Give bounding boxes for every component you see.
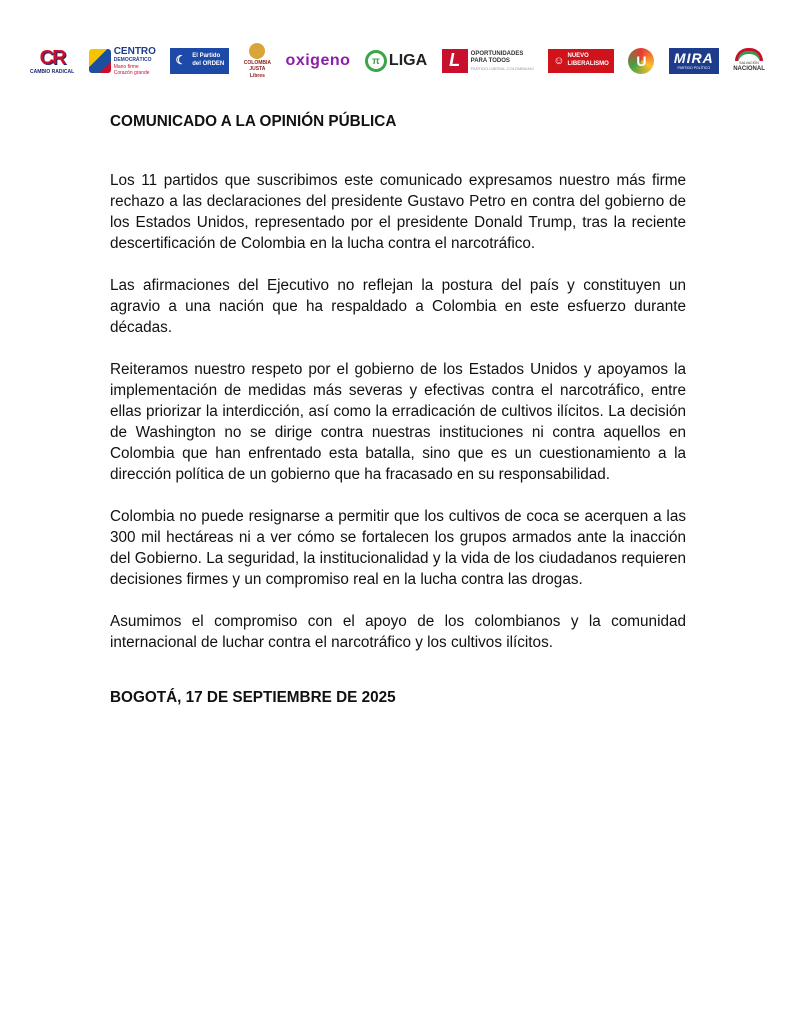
logo-text: oxigeno	[285, 51, 351, 69]
paragraph: Asumimos el compromiso con el apoyo de los colombianos y la comunidad internacional de luchar contra el narcotráfico y los cultivos ilícitos.	[110, 613, 686, 651]
oportunidades-para-todos-logo	[442, 49, 534, 73]
logo-text: MIRA	[673, 50, 714, 67]
conservador-mark-icon: ☾	[175, 53, 187, 68]
logo-text: SALVACIÓN	[739, 61, 759, 66]
logo-mark: CR	[39, 46, 65, 69]
logo-text: CENTRO	[113, 45, 156, 57]
logo-text: COLOMBIA	[243, 59, 272, 66]
logo-text: PARTIDO POLÍTICO	[677, 66, 711, 71]
logo-text: CAMBIO RADICAL	[30, 68, 75, 75]
logo-text: JUSTA	[249, 66, 266, 73]
party-logos-header	[30, 38, 765, 84]
logo-text: U	[636, 52, 647, 69]
document-date: BOGOTÁ, 17 DE SEPTIEMBRE DE 2025	[110, 689, 396, 706]
document-body	[110, 170, 686, 653]
mira-logo	[669, 48, 719, 74]
oxigeno-logo	[286, 51, 351, 72]
liga-logo	[365, 50, 427, 72]
nuevo-liberalismo-logo	[548, 49, 614, 73]
document-title: COMUNICADO A LA OPINIÓN PÚBLICA	[110, 113, 397, 130]
rainbow-arc-icon	[735, 48, 763, 61]
liberal-l-icon: L	[442, 49, 468, 73]
lion-icon	[249, 43, 265, 59]
logo-text: Libres	[249, 72, 265, 79]
galan-portrait-icon: ☺	[553, 54, 565, 67]
colombia-justa-libres-logo	[244, 43, 271, 80]
logo-text: del ORDEN	[192, 61, 225, 67]
logo-text: DEMOCRÁTICO	[113, 57, 152, 63]
logo-text: LIGA	[388, 51, 428, 69]
partido-de-la-u-logo	[628, 48, 654, 74]
centro-democratico-logo	[89, 46, 156, 77]
logo-text: NACIONAL	[733, 65, 765, 72]
partido-conservador-logo	[170, 48, 229, 74]
logo-text: Mano firme	[113, 63, 139, 70]
paragraph: Reiteramos nuestro respeto por el gobierno de los Estados Unidos y apoyamos la implementación de medidas más severas y efectivas contra el narcotráfico, entre ellas priorizar la interdicción, así como la erradicación de cultivos ilícitos. La decisión de Washington no se dirige contra nuestras instituciones ni contra aquellos en Colombia que han enfrentado esta batalla, sino que es un cuestionamiento a la dirección política de un gobierno que ha fracasado en su responsabilidad.	[110, 361, 686, 483]
logo-text: PARA TODOS	[470, 58, 510, 65]
logo-text: PARTIDO LIBERAL COLOMBIANO	[470, 66, 534, 72]
centro-democratico-figure-icon	[89, 49, 111, 73]
logo-text: Corazón grande	[113, 70, 150, 76]
cambio-radical-logo	[30, 47, 74, 76]
logo-text: OPORTUNIDADES	[470, 50, 524, 57]
liga-pi-icon: π	[365, 50, 387, 72]
logo-text: NUEVO	[567, 53, 589, 60]
paragraph: Las afirmaciones del Ejecutivo no reflejan la postura del país y constituyen un agravio a una nación que ha respaldado a Colombia en este esfuerzo durante décadas.	[110, 277, 686, 336]
logo-text: LIBERALISMO	[567, 61, 609, 67]
document	[110, 111, 686, 708]
paragraph: Los 11 partidos que suscribimos este comunicado expresamos nuestro más firme rechazo a las declaraciones del presidente Gustavo Petro en contra del gobierno de los Estados Unidos, representado por el presidente Donald Trump, tras la reciente descertificación de Colombia en la lucha contra el narcotráfico.	[110, 172, 686, 252]
salvacion-nacional-logo	[733, 48, 765, 73]
logo-text: El Partido	[192, 53, 221, 60]
paragraph: Colombia no puede resignarse a permitir que los cultivos de coca se acerquen a las 300 mil hectáreas ni a ver cómo se fortalecen los grupos armados ante la inacción del Gobierno. La seguridad, la institucionalidad y la vida de los ciudadanos requieren decisiones firmes y un compromiso real en la lucha contra las drogas.	[110, 508, 686, 588]
